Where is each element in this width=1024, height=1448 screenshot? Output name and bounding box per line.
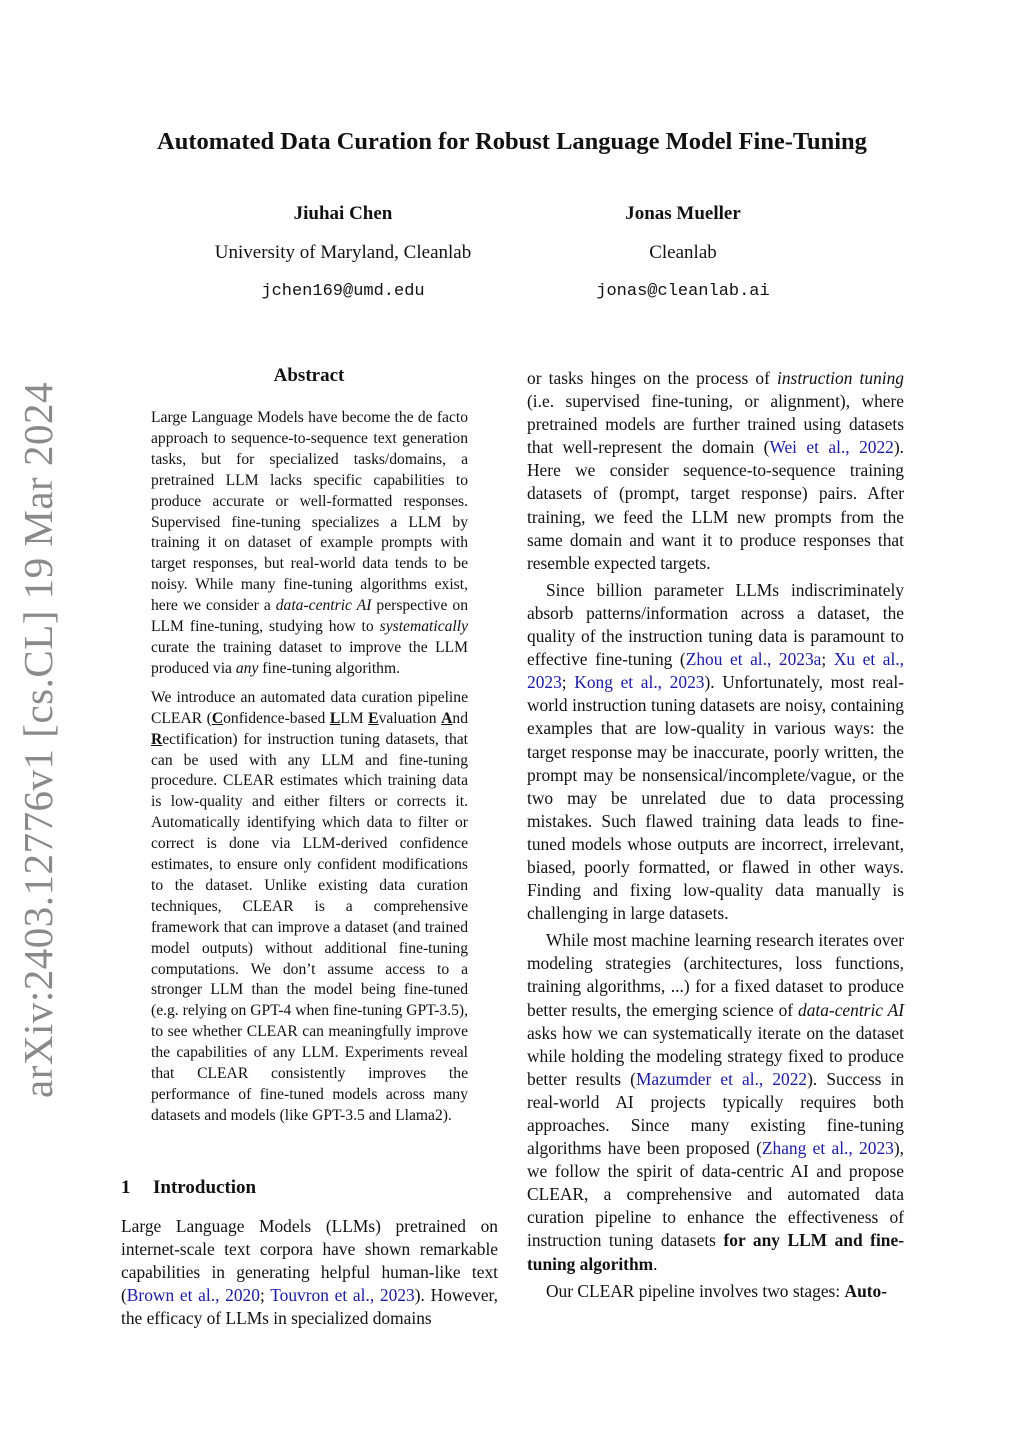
citation-link[interactable]: Wei et al., 2022: [769, 437, 894, 458]
author-affiliation: Cleanlab: [649, 242, 717, 263]
emphasis: data-centric AI: [798, 999, 904, 1020]
abstract-paragraph-1: Large Language Models have become the de facto approach to sequence-to-sequence text generation tasks, but for specialized tasks/domains, a pretrained LLM lacks specific capabilities to produce accurate or well-formatted responses. Supervised fine-tuning specializes a LLM by training it on dataset of example prompts with target responses, but real-world data tends to be noisy. While many fine-tuning algorithms exist, here we consider a data-centric AI perspective on LLM fine-tuning, studying how to systematically curate the training dataset to improve the LLM produced via any fine-tuning algorithm.: [151, 409, 468, 677]
acronym-letter: A: [441, 709, 453, 727]
author-email: jchen169@umd.edu: [261, 282, 425, 301]
right-column-text: [527, 367, 904, 1303]
emphasis: any: [235, 659, 259, 677]
author-name: Jiuhai Chen: [293, 203, 393, 224]
author-name: Jonas Mueller: [625, 203, 741, 224]
section-number: 1: [121, 1177, 131, 1198]
citation-link[interactable]: Brown et al., 2020: [126, 1285, 260, 1306]
author-block-1: [163, 203, 523, 301]
intro-paragraph-1: Large Language Models (LLMs) pretrained on internet-scale text corpora have shown remarkable capabilities in generating helpful human-like text (Brown et al., 2020; Touvron et al., 2023). However, the efficacy of LLMs in specialized domains: [121, 1216, 498, 1329]
author-email: jonas@cleanlab.ai: [596, 282, 770, 301]
section-heading: [121, 1177, 256, 1199]
paper-title: Automated Data Curation for Robust Language Model Fine-Tuning: [157, 128, 867, 155]
intro-paragraph-3: While most machine learning research iterates over modeling strategies (architectures, loss functions, training algorithms, ...) for a fixed dataset to produce better results, the emerging science of data-centric AI asks how we can systematically iterate on the dataset while holding the modeling strategy fixed to produce better results (Mazumder et al., 2022). Success in real-world AI projects typically requires both approaches. Since many existing fine-tuning algorithms have been proposed (Zhang et al., 2023), we follow the spirit of data-centric AI and propose CLEAR, a comprehensive and automated data curation pipeline to enhance the effectiveness of instruction tuning datasets for any LLM and fine-tuning algorithm.: [527, 930, 904, 1274]
acronym-letter: C: [211, 709, 224, 727]
citation-link[interactable]: Kong et al., 2023: [574, 672, 705, 693]
left-column-text: [121, 1215, 498, 1330]
acronym-letter: E: [368, 709, 379, 727]
abstract-body: [151, 408, 468, 1127]
author-affiliation: University of Maryland, Cleanlab: [214, 242, 472, 263]
emphasis: data-centric AI: [275, 597, 372, 615]
author-block-2: [503, 203, 863, 301]
citation-link[interactable]: Mazumder et al., 2022: [635, 1068, 808, 1089]
bold-text: Auto-: [844, 1280, 888, 1301]
emphasis: instruction tuning: [777, 368, 904, 388]
intro-paragraph-2: Since billion parameter LLMs indiscriminately absorb patterns/information across a dataset, the quality of the instruction tuning data is paramount to effective fine-tuning (Zhou et al., 2023a; Xu et al., 2023; Kong et al., 2023). Unfortunately, most real-world instruction tuning datasets are noisy, containing examples that are low-quality in various ways: the target response may be inaccurate, poorly written, the prompt may be nonsensical/incomplete/vague, or the two may be unrelated due to data processing mistakes. Such flawed training data leads to fine-tuned models whose outputs are incorrect, irrelevant, biased, poorly formatted, or flawed in other ways. Finding and fixing low-quality data manually is challenging in large datasets.: [527, 579, 905, 924]
citation-link[interactable]: Touvron et al., 2023: [270, 1285, 415, 1306]
citation-link[interactable]: Zhang et al., 2023: [761, 1138, 894, 1159]
arxiv-identifier: arXiv:2403.12776v1 [cs.CL] 19 Mar 2024: [15, 382, 61, 1098]
emphasis: systematically: [379, 618, 468, 636]
bold-text: for any LLM and fine-tuning algorithm: [527, 1230, 904, 1274]
acronym-letter: L: [329, 709, 341, 727]
abstract-paragraph-2: We introduce an automated data curation pipeline CLEAR (Confidence-based LLM Evaluation And Rectification) for instruction tuning datasets, that can be used with any LLM and fine-tuning procedure. CLEAR estimates which training data is low-quality and either filters or corrects it. Automatically identifying which data to filter or correct is done via LLM-derived confidence estimates, to ensure only confident modifications to the dataset. Unlike existing data curation techniques, CLEAR is a comprehensive framework that can improve a dataset (and trained model outputs) without additional fine-tuning computations. We don’t assume access to a stronger LLM than the model being fine-tuned (e.g. relying on GPT-4 when fine-tuning GPT-3.5), to see whether CLEAR can meaningfully improve the capabilities of any LLM. Experiments reveal that CLEAR consistently improves the performance of fine-tuned models across many datasets and models (like GPT-3.5 and Llama2).: [151, 688, 468, 1124]
intro-paragraph-continued: or tasks hinges on the process of instruction tuning (i.e. supervised fine-tuning, or alignment), where pretrained models are further trained using datasets that well-represent the domain (Wei et al., 2022). Here we consider sequence-to-sequence training datasets of (prompt, target response) pairs. After training, we feed the LLM new prompts from the same domain and want it to produce responses that resemble expected targets.: [527, 368, 904, 573]
acronym-letter: R: [151, 730, 163, 748]
intro-paragraph-4: Our CLEAR pipeline involves two stages: Auto-: [546, 1280, 888, 1301]
citation-link[interactable]: Xu et al., 2023: [527, 649, 904, 693]
citation-link[interactable]: Zhou et al., 2023a: [685, 649, 822, 670]
abstract-heading: Abstract: [273, 365, 345, 386]
section-title: Introduction: [153, 1177, 257, 1198]
